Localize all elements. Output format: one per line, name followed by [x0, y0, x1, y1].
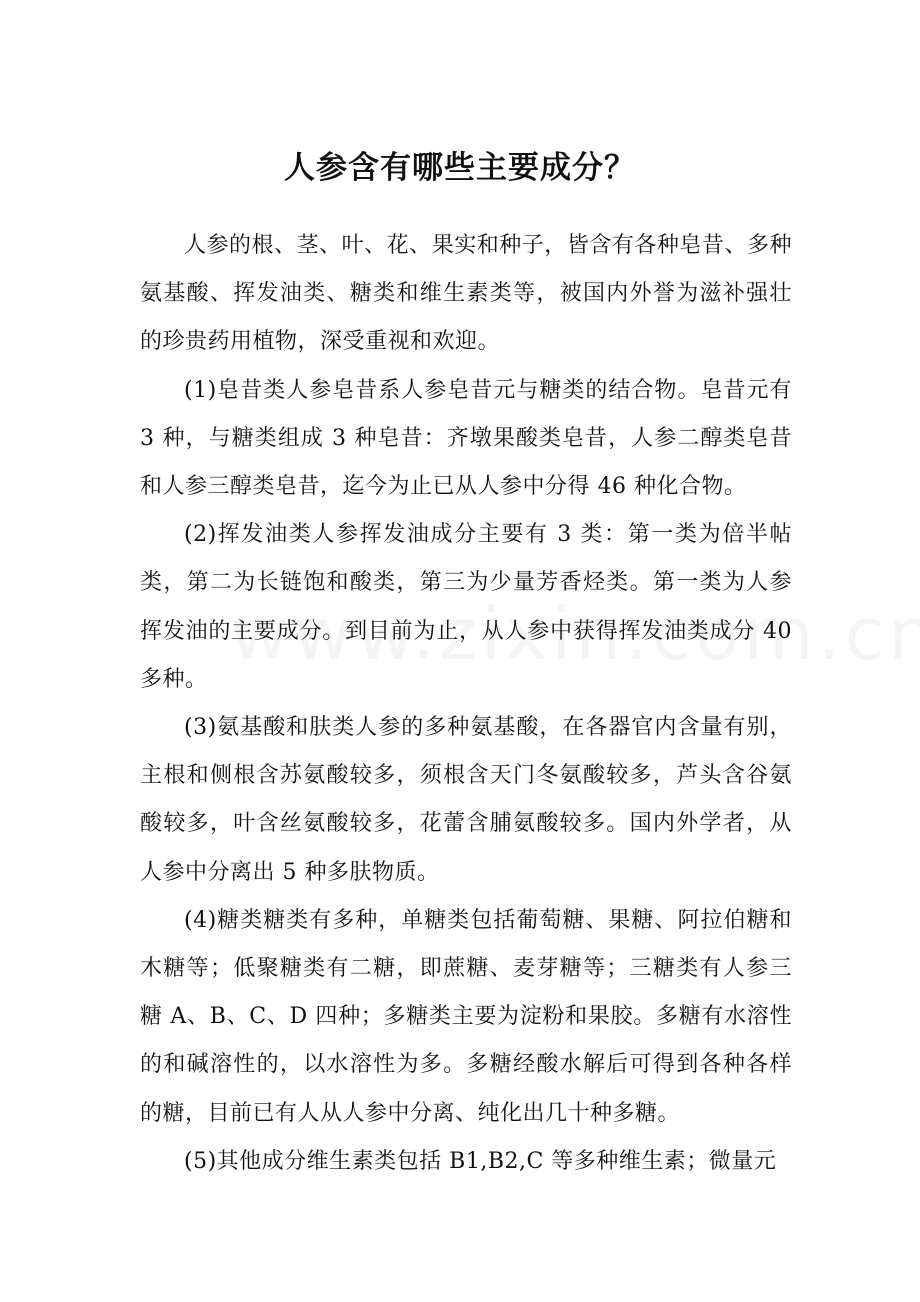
- paragraph-amino-acids: (3)氨基酸和肤类人参的多种氨基酸，在各器官内含量有别，主根和侧根含苏氨酸较多，须根含天门冬氨酸较多，芦头含谷氨酸较多，叶含丝氨酸较多，花蕾含脯氨酸较多。国内外学者，从人参中分离出 5 种多肤物质。: [140, 715, 792, 885]
- page-title: 人参含有哪些主要成分？: [284, 150, 636, 186]
- paragraph-sugars: (4)糖类糖类有多种，单糖类包括葡萄糖、果糖、阿拉伯糖和木糖等；低聚糖类有二糖，即蔗糖、麦芽糖等；三糖类有人参三糖 A、B、C、D 四种；多糖类主要为淀粉和果胶。多糖有水溶性的和碱溶性的，以水溶性为多。多糖经酸水解后可得到各种各样的糖，目前已有人从人参中分离、纯化出几十种多糖。: [140, 907, 792, 1126]
- paragraph-intro: 人参的根、茎、叶、花、果实和种子，皆含有各种皂昔、多种氨基酸、挥发油类、糖类和维生素类等，被国内外誉为滋补强壮的珍贵药用植物，深受重视和欢迎。: [140, 233, 792, 355]
- paragraph-volatile-oils: (2)挥发油类人参挥发油成分主要有 3 类：第一类为倍半帖类，第二为长链饱和酸类，第三为少量芳香烃类。第一类为人参挥发油的主要成分。到目前为止，从人参中获得挥发油类成分 40 多种。: [140, 522, 792, 692]
- paragraph-other: (5)其他成分维生素类包括 B1,B2,C 等多种维生素；微量元: [184, 1148, 777, 1174]
- article-body: [140, 222, 792, 1186]
- paragraph-saponins: (1)皂昔类人参皂昔系人参皂昔元与糖类的结合物。皂昔元有 3 种，与糖类组成 3 种皂昔：齐墩果酸类皂昔，人参二醇类皂昔和人参三醇类皂昔，迄今为止已从人参中分得 46 种化合物。: [140, 377, 792, 500]
